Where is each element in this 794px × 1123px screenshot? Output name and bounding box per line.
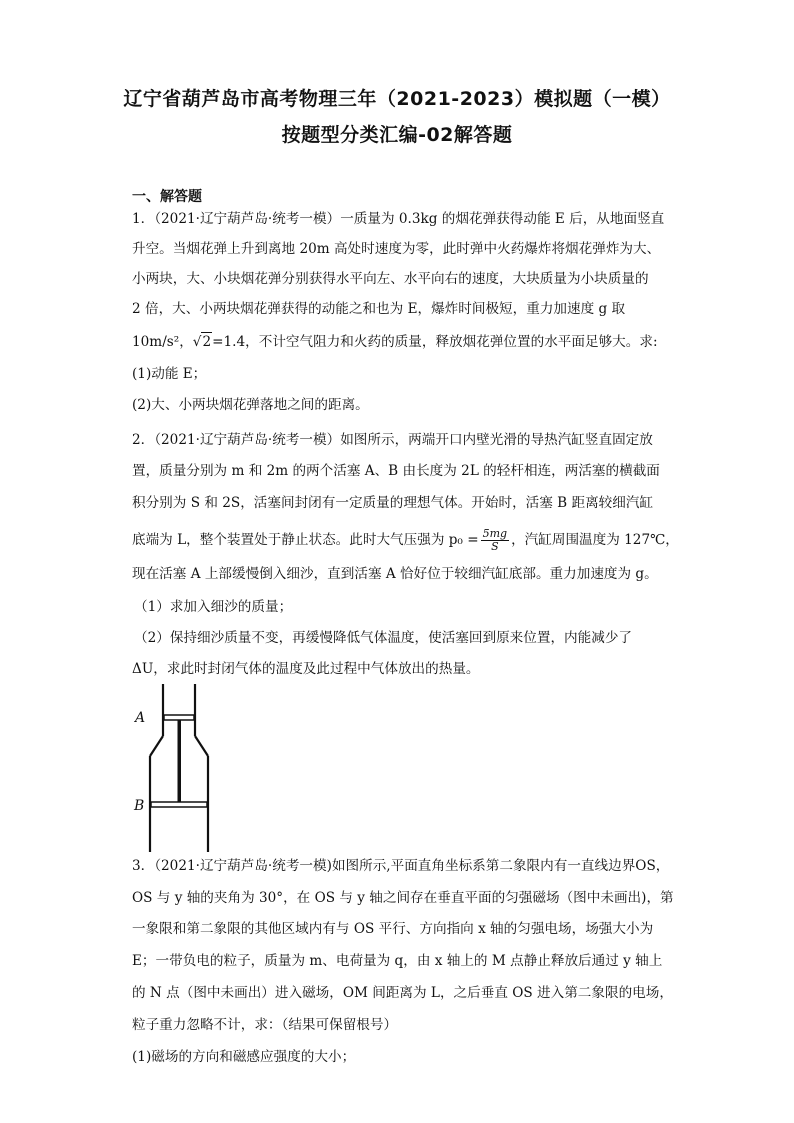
sqrt-radicand: 2 [202, 334, 212, 350]
pressure-fraction [481, 528, 509, 553]
q3-line-6: 粒子重力忽略不计，求：（结果可保留根号） [132, 1017, 398, 1033]
q2-line-4-pre: 底端为 L，整个装置处于静止状态。此时大气压强为 p₀ = [132, 532, 479, 548]
q2-line-4-post: ，汽缸周围温度为 127℃， [511, 532, 679, 548]
q2-line-5: 现在活塞 A 上部缓慢倒入细沙，直到活塞 A 恰好位于较细汽缸底部。重力加速度为 g。 [132, 566, 658, 582]
q2-part-2: （2）保持细沙质量不变，再缓慢降低气体温度，使活塞回到原来位置，内能减少了 [134, 630, 633, 646]
q3-line-2: OS 与 y 轴的夹角为 30°，在 OS 与 y 轴之间存在垂直平面的匀强磁场（图中未画出)，第 [132, 890, 674, 906]
fraction-denominator: S [491, 540, 499, 553]
piston-b [151, 802, 207, 807]
q3-line-1: 3．（2021·辽宁葫芦岛·统考一模)如图所示,平面直角坐标系第二象限内有一直线边界OS， [132, 858, 670, 874]
left-step-wall [150, 736, 163, 756]
q2-line-8: ΔU，求此时封闭气体的温度及此过程中气体放出的热量。 [132, 661, 480, 677]
q2-part-1: （1）求加入细沙的质量； [134, 599, 293, 615]
q1-line-3: 小两块，大、小块烟花弹分别获得水平向左、水平向右的速度，大块质量为小块质量的 [132, 271, 649, 287]
label-b: B [134, 798, 145, 814]
connecting-rod [178, 720, 182, 802]
cylinder-piston-diagram [130, 684, 230, 852]
q3-line-4: E；一带负电的粒子，质量为 m、电荷量为 q，由 x 轴上的 M 点静止释放后通过 y 轴上 [132, 953, 663, 969]
sqrt-value: =1.4 [212, 334, 246, 350]
document-title: 辽宁省葫芦岛市高考物理三年（2021-2023）模拟题（一模） [123, 88, 671, 110]
q1-line-1: 1．（2021·辽宁葫芦岛·统考一模）一质量为 0.3kg 的烟花弹获得动能 E 后，从地面竖直 [132, 211, 665, 227]
q2-line-2: 置，质量分别为 m 和 2m 的两个活塞 A、B 由长度为 2L 的轻杆相连，两活塞的横截面 [132, 463, 660, 479]
q1-line-5-post: ，不计空气阻力和火药的质量，释放烟花弹位置的水平面足够大。求: [245, 334, 658, 350]
q3-part-1: (1)磁场的方向和磁感应强度的大小； [132, 1049, 356, 1065]
q1-line-5-pre: 10m/s²， [132, 334, 193, 350]
document-subtitle: 按题型分类汇编-02解答题 [281, 124, 513, 146]
q3-line-3: 一象限和第二象限的其他区域内有与 OS 平行、方向指向 x 轴的匀强电场，场强大小为 [132, 921, 654, 937]
label-a: A [135, 710, 146, 726]
q2-line-3: 积分别为 S 和 2S，活塞间封闭有一定质量的理想气体。开始时，活塞 B 距离较细汽缸 [132, 495, 654, 511]
piston-a [164, 715, 194, 720]
q2-line-4 [132, 527, 679, 553]
right-step-wall [195, 736, 208, 756]
sqrt-symbol: √ [192, 334, 202, 350]
q1-line-5 [132, 332, 672, 351]
q1-line-4: 2 倍，大、小两块烟花弹获得的动能之和也为 E，爆炸时间极短，重力加速度 g 取 [132, 301, 626, 317]
q2-line-1: 2．（2021·辽宁葫芦岛·统考一模）如图所示，两端开口内壁光滑的导热汽缸竖直固定放 [132, 432, 653, 448]
q3-line-5: 的 N 点（图中未画出）进入磁场，OM 间距离为 L，之后垂直 OS 进入第二象限的电场， [132, 985, 673, 1001]
q1-part-1: (1)动能 E； [132, 366, 207, 382]
section-heading: 一、解答题 [132, 189, 202, 205]
fraction-numerator: 5mg [482, 527, 508, 540]
q1-part-2: (2)大、小两块烟花弹落地之间的距离。 [132, 397, 369, 413]
q1-line-2: 升空。当烟花弹上升到离地 20m 高处时速度为零，此时弹中火药爆炸将烟花弹炸为大、 [132, 241, 661, 257]
